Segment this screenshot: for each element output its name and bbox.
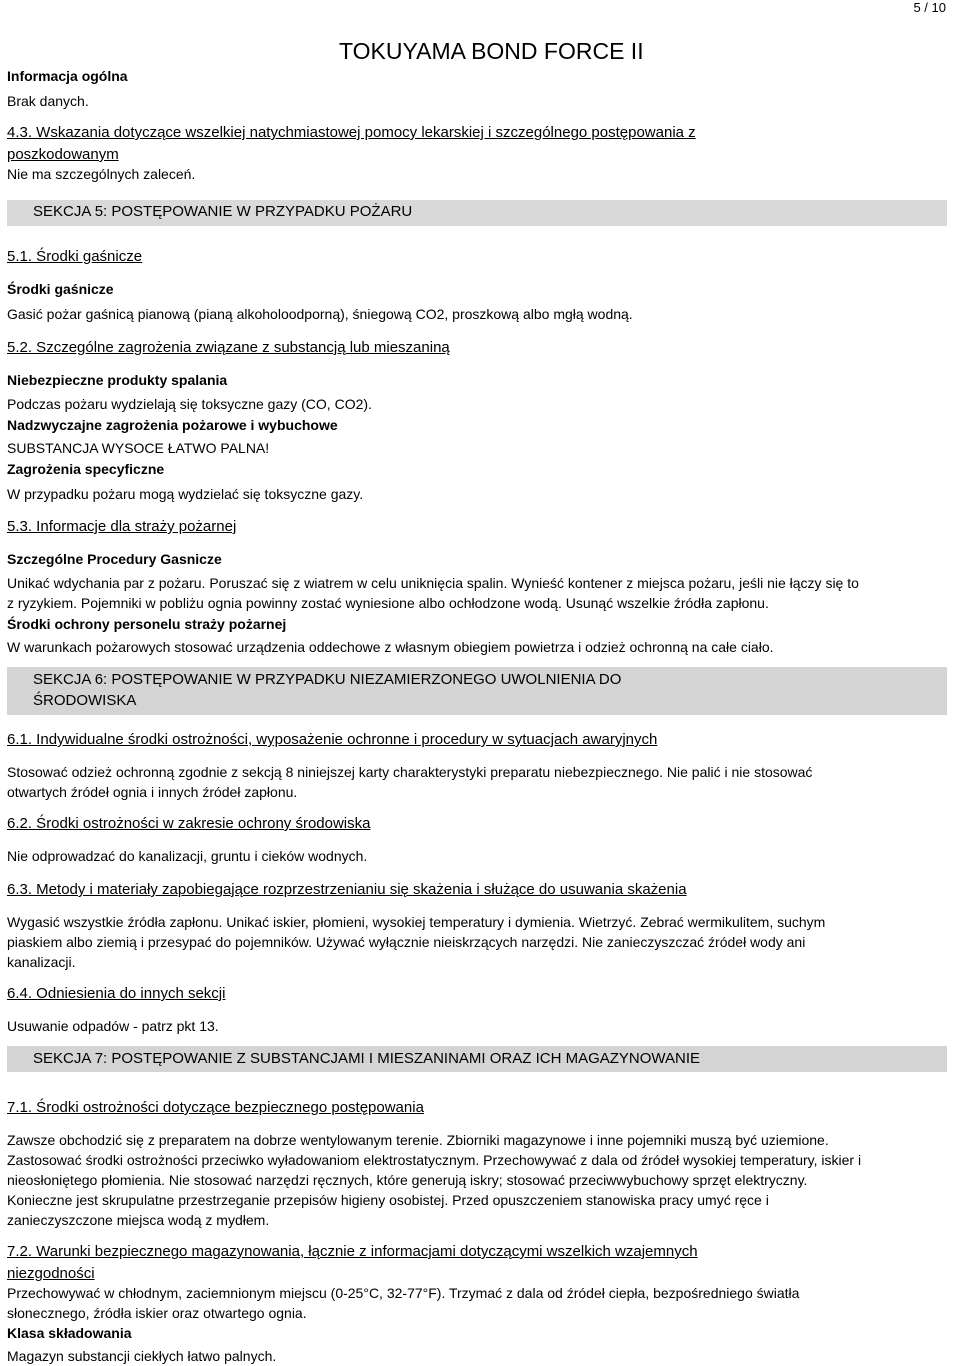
general-info-label: Informacja ogólna <box>7 68 128 84</box>
heading-5-2-sub2: Nadzwyczajne zagrożenia pożarowe i wybuchowe <box>7 417 338 433</box>
heading-6-3: 6.3. Metody i materiały zapobiegające rozprzestrzenianiu się skażenia i służące do usuwania skażenia <box>7 881 687 898</box>
heading-7-2-text-line2: słonecznego, źródła iskier oraz otwartego ognia. <box>7 1305 307 1321</box>
heading-7-1: 7.1. Środki ostrożności dotyczące bezpiecznego postępowania <box>7 1099 424 1116</box>
heading-5-3-sub2: Środki ochrony personelu straży pożarnej <box>7 616 287 632</box>
heading-5-2-text3: W przypadku pożaru mogą wydzielać się toksyczne gazy. <box>7 486 364 502</box>
heading-5-2-text2: SUBSTANCJA WYSOCE ŁATWO PALNA! <box>7 440 270 456</box>
heading-7-1-text-line1: Zawsze obchodzić się z preparatem na dobrze wentylowanym terenie. Zbiorniki magazynowe i inne pojemniki muszą być uziemione. <box>7 1132 829 1148</box>
heading-4-3-line2: poszkodowanym <box>7 146 119 163</box>
heading-6-1-text-line2: otwartych źródeł ognia i innych źródeł zapłonu. <box>7 784 298 800</box>
heading-7-1-text-line4: Konieczne jest skrupulatne przestrzeganie przepisów higieny osobistej. Przed opuszczeniem stanowiska pracy umyć ręce i <box>7 1192 769 1208</box>
heading-7-1-text-line5: zanieczyszczone miejsca wodą z mydłem. <box>7 1212 270 1228</box>
heading-7-2-line2: niezgodności <box>7 1265 95 1282</box>
heading-6-3-text-line2: piaskiem albo ziemią i przesypać do pojemników. Używać wyłącznie nieiskrzących narzędzi. Nie zanieczyszczać źródeł wody ani <box>7 934 806 950</box>
heading-5-2-sub3: Zagrożenia specyficzne <box>7 461 165 477</box>
heading-7-1-text-line3: nieosłoniętego płomienia. Nie stosować narzędzi ręcznych, które generują iskry; stosować przeciwwybuchowy sprzęt elektryczny. <box>7 1172 808 1188</box>
section-7-heading: SEKCJA 7: POSTĘPOWANIE Z SUBSTANCJAMI I MIESZANINAMI ORAZ ICH MAGAZYNOWANIE <box>7 1046 947 1072</box>
heading-5-2-text1: Podczas pożaru wydzielają się toksyczne gazy (CO, CO2). <box>7 396 372 412</box>
heading-7-2-line1: 7.2. Warunki bezpiecznego magazynowania, łącznie z informacjami dotyczącymi wszelkich wzajemnych <box>7 1243 698 1260</box>
heading-6-2: 6.2. Środki ostrożności w zakresie ochrony środowiska <box>7 815 371 832</box>
heading-6-1: 6.1. Indywidualne środki ostrożności, wyposażenie ochronne i procedury w sytuacjach awaryjnych <box>7 731 658 748</box>
heading-4-3-line1: 4.3. Wskazania dotyczące wszelkiej natychmiastowej pomocy lekarskiej i szczególnego postępowania z <box>7 124 696 141</box>
heading-6-3-text-line1: Wygasić wszystkie źródła zapłonu. Unikać iskier, płomieni, wysokiej temperatury i dymienia. Wietrzyć. Zebrać wermikulitem, suchym <box>7 914 826 930</box>
storage-class-text: Magazyn substancji ciekłych łatwo palnych. <box>7 1348 277 1364</box>
heading-5-1-sub: Środki gaśnicze <box>7 281 114 297</box>
heading-5-3-sub1: Szczególne Procedury Gasnicze <box>7 551 222 567</box>
general-info-text: Brak danych. <box>7 93 89 109</box>
heading-7-2-text-line1: Przechowywać w chłodnym, zaciemnionym miejscu (0-25°C, 32-77°F). Trzymać z dala od źródeł ciepła, bezpośredniego światła <box>7 1285 800 1301</box>
storage-class-label: Klasa składowania <box>7 1325 132 1341</box>
heading-5-3-text2: W warunkach pożarowych stosować urządzenia oddechowe z własnym obiegiem powietrza i odzież ochronną na całe ciało. <box>7 639 774 655</box>
heading-4-3-text: Nie ma szczególnych zaleceń. <box>7 166 196 182</box>
page-number: 5 / 10 <box>913 0 946 15</box>
heading-5-2-sub1: Niebezpieczne produkty spalania <box>7 372 228 388</box>
heading-6-4-text: Usuwanie odpadów - patrz pkt 13. <box>7 1018 219 1034</box>
heading-6-1-text-line1: Stosować odzież ochronną zgodnie z sekcją 8 niniejszej karty charakterystyki preparatu niebezpiecznego. Nie palić i nie stosować <box>7 764 813 780</box>
section-5-heading: SEKCJA 5: POSTĘPOWANIE W PRZYPADKU POŻARU <box>7 200 947 226</box>
heading-5-3-text1-line1: Unikać wdychania par z pożaru. Poruszać się z wiatrem w celu uniknięcia spalin. Wynieść kontener z miejsca pożaru, jeśli nie łączy się to <box>7 575 859 591</box>
heading-5-2: 5.2. Szczególne zagrożenia związane z substancją lub mieszaniną <box>7 339 450 356</box>
heading-6-2-text: Nie odprowadzać do kanalizacji, gruntu i cieków wodnych. <box>7 848 368 864</box>
section-6-heading: SEKCJA 6: POSTĘPOWANIE W PRZYPADKU NIEZAMIERZONEGO UWOLNIENIA DO ŚRODOWISKA <box>7 667 947 715</box>
heading-6-3-text-line3: kanalizacji. <box>7 954 76 970</box>
heading-6-4: 6.4. Odniesienia do innych sekcji <box>7 985 226 1002</box>
heading-5-3: 5.3. Informacje dla straży pożarnej <box>7 518 237 535</box>
heading-5-1-text: Gasić pożar gaśnicą pianową (pianą alkoholoodporną), śniegową CO2, proszkową albo mgłą wodną. <box>7 306 633 322</box>
heading-7-1-text-line2: Zastosować środki ostrożności przeciwko wyładowaniom elektrostatycznym. Przechowywać z dala od źródeł wysokiej temperatury, iskier i <box>7 1152 862 1168</box>
heading-5-1: 5.1. Środki gaśnicze <box>7 248 143 265</box>
document-title: TOKUYAMA BOND FORCE II <box>339 38 644 64</box>
heading-5-3-text1-line2: z ryzykiem. Pojemniki w pobliżu ognia powinny zostać wyniesione albo ochłodzone wodą. Usunąć wszelkie źródła zapłonu. <box>7 595 769 611</box>
